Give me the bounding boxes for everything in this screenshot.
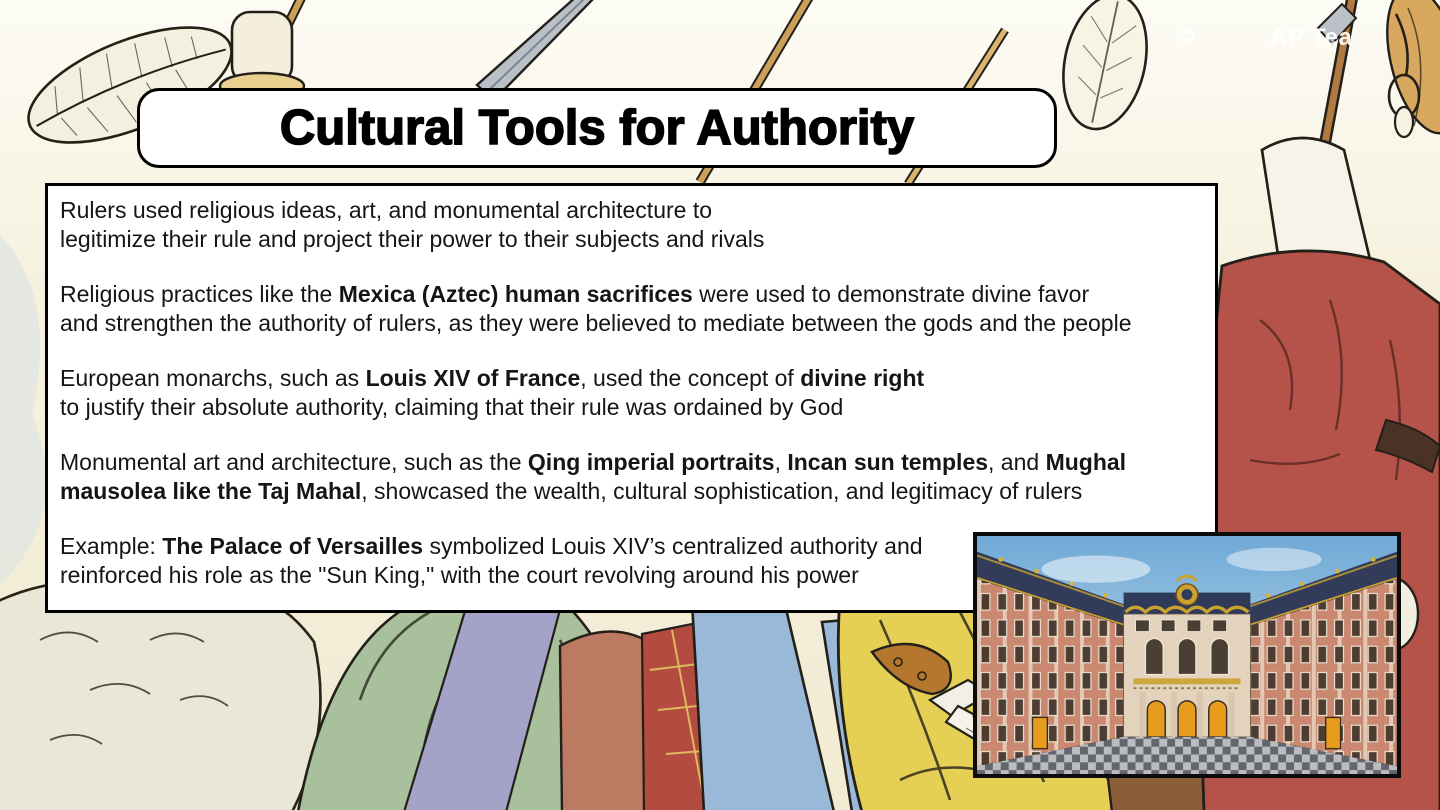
body-text: were used to demonstrate divine favor: [692, 281, 1090, 307]
key-term: divine right: [800, 365, 925, 391]
copyright-symbol: ©: [1176, 24, 1195, 51]
body-text: and strengthen the authority of rulers, as they were believed to mediate between the gods and the people: [60, 309, 1132, 336]
key-term: Mexica (Aztec) human sacrifices: [338, 281, 693, 307]
key-term: Mughal: [1045, 449, 1127, 475]
body-text: , and: [988, 449, 1046, 475]
body-text: symbolized Louis XIV’s centralized authority and: [423, 533, 923, 559]
watermark: [1176, 24, 1352, 52]
body-text: Example:: [60, 533, 163, 559]
body-paragraph: [60, 364, 1215, 421]
watermark-text: AP Tea: [1270, 24, 1353, 51]
body-paragraph: [60, 196, 1215, 253]
body-text: Rulers used religious ideas, art, and monumental architecture to: [60, 197, 713, 223]
slide-title: Cultural Tools for Authority: [279, 101, 915, 155]
body-text: legitimize their rule and project their power to their subjects and rivals: [60, 225, 765, 252]
body-text: reinforced his role as the "Sun King," with the court revolving around his power: [60, 561, 859, 588]
key-term: Incan sun temples: [787, 449, 989, 475]
versailles-photo-frame: [973, 532, 1401, 778]
key-term: mausolea like the Taj Mahal: [60, 477, 362, 504]
key-term: Qing imperial portraits: [527, 449, 775, 475]
title-box: [137, 88, 1057, 168]
body-text: , used the concept of: [580, 365, 801, 391]
palace-center-block: [1124, 576, 1251, 737]
body-paragraphs: [48, 186, 1215, 589]
key-term: The Palace of Versailles: [162, 533, 424, 559]
key-term: Louis XIV of France: [365, 365, 581, 391]
versailles-photo: [977, 536, 1397, 774]
body-text: ,: [774, 449, 788, 475]
body-paragraph: [60, 448, 1215, 505]
body-text: European monarchs, such as: [60, 365, 366, 391]
body-paragraph: [60, 280, 1215, 337]
body-text: to justify their absolute authority, claiming that their rule was ordained by God: [60, 393, 844, 420]
body-text: Monumental art and architecture, such as the: [60, 449, 528, 475]
body-text: , showcased the wealth, cultural sophistication, and legitimacy of rulers: [361, 477, 1083, 504]
body-text: Religious practices like the: [60, 281, 339, 307]
